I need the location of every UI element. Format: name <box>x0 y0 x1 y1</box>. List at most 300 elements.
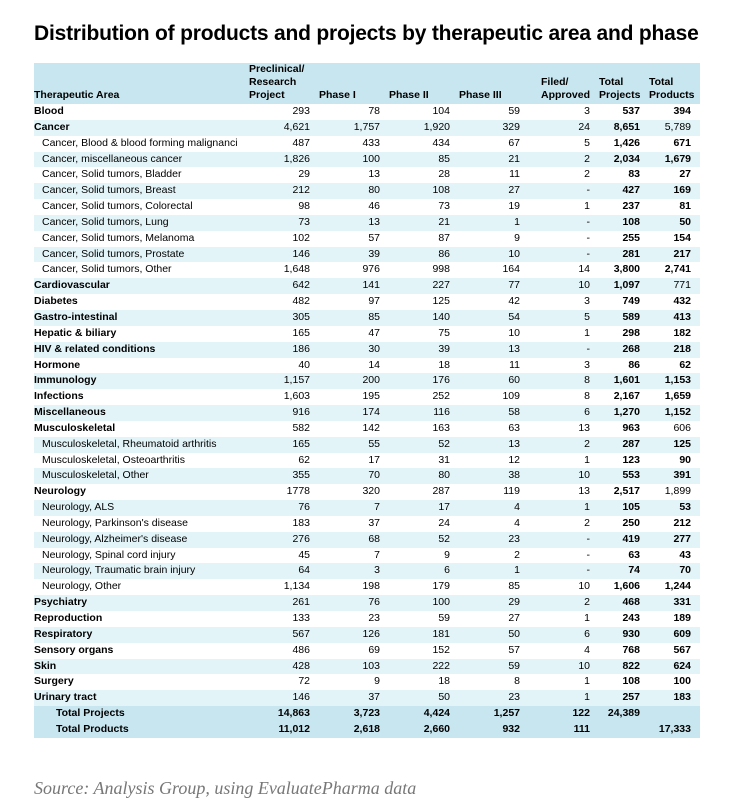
cell-total-products: 189 <box>673 612 691 624</box>
cell-filed: 10 <box>529 659 599 675</box>
cell-phase1: 30 <box>319 342 389 358</box>
cell-total-projects: 468 <box>599 595 649 611</box>
cell-total-projects: 257 <box>599 690 649 706</box>
cell-filed: 5 <box>529 310 599 326</box>
cell-total-products: 212 <box>673 516 691 529</box>
table-row <box>34 532 700 548</box>
cell-preclinical: 165 <box>292 326 310 339</box>
cell-phase1: 97 <box>368 295 380 308</box>
cell-area: Neurology, Spinal cord injury <box>42 548 176 561</box>
cell-phase2: 18 <box>438 358 450 371</box>
cell-total-projects: 822 <box>599 659 649 675</box>
cell-area: Cancer, Solid tumors, Colorectal <box>42 200 193 213</box>
cell-phase3: 13 <box>459 342 529 358</box>
cell-preclinical: 4,621 <box>249 120 319 136</box>
cell-filed: - <box>586 231 590 244</box>
cell-phase3: 42 <box>508 295 520 308</box>
source-note: Source: Analysis Group, using EvaluatePharma data <box>34 778 417 798</box>
cell-total-products: 413 <box>649 310 700 326</box>
cell-total-projects: 3,800 <box>613 263 640 276</box>
cell-preclinical: 486 <box>292 643 310 656</box>
cell-total-projects: 2,517 <box>613 485 640 498</box>
cell-phase1: 57 <box>368 231 380 244</box>
cell-total-products: 1,152 <box>649 405 700 421</box>
cell-filed: 1 <box>529 500 599 516</box>
cell-total-products: 183 <box>649 690 700 706</box>
cell-area: Infections <box>34 390 84 403</box>
cell-total-products: 624 <box>649 659 700 675</box>
cell-phase2: 31 <box>438 453 450 466</box>
total-row <box>34 706 700 722</box>
table-header-row <box>34 63 700 104</box>
cell-phase3: 38 <box>459 468 529 484</box>
cell-filed: 1 <box>529 690 599 706</box>
cell-preclinical: 261 <box>249 595 319 611</box>
cell-area: Musculoskeletal, Other <box>34 468 249 484</box>
cell-preclinical: 102 <box>292 231 310 244</box>
header-total-products <box>649 63 700 104</box>
cell-phase3: 12 <box>508 453 520 466</box>
cell-total-projects: 2,167 <box>613 390 640 403</box>
cell-filed: 2 <box>584 168 590 181</box>
table-row <box>34 199 700 215</box>
cell-total-projects: 281 <box>599 247 649 263</box>
cell-filed: 3 <box>584 295 590 308</box>
total-cell-filed: 111 <box>529 722 599 738</box>
cell-area: Cancer, Solid tumors, Bladder <box>42 168 182 181</box>
table-row <box>34 437 700 453</box>
cell-area: Respiratory <box>34 627 249 643</box>
total-cell-phase2: 4,424 <box>389 706 459 722</box>
header-area: Therapeutic Area <box>34 63 249 104</box>
cell-phase3: 57 <box>508 643 520 656</box>
total-cell-phase2: 2,660 <box>389 722 459 738</box>
cell-phase3: 2 <box>514 548 520 561</box>
cell-phase3: 109 <box>502 390 520 403</box>
cell-phase1: 70 <box>319 468 389 484</box>
cell-phase2: 152 <box>432 643 450 656</box>
total-cell-phase3: 1,257 <box>459 706 529 722</box>
cell-filed: 5 <box>584 136 590 149</box>
cell-preclinical: 305 <box>249 310 319 326</box>
cell-filed: 13 <box>578 485 590 498</box>
cell-phase3: 10 <box>508 326 520 339</box>
table-row <box>34 167 700 183</box>
header-total-projects-line2: Projects <box>599 89 641 101</box>
cell-total-products: 671 <box>673 136 691 149</box>
cell-total-projects: 419 <box>599 532 649 548</box>
cell-total-products: 609 <box>649 627 700 643</box>
cell-phase2: 9 <box>444 548 450 561</box>
cell-phase3: 1 <box>459 563 529 579</box>
cell-total-products: 81 <box>679 200 691 213</box>
cell-area: Musculoskeletal, Osteoarthritis <box>42 453 185 466</box>
cell-filed: 24 <box>529 120 599 136</box>
cell-preclinical: 567 <box>249 627 319 643</box>
cell-preclinical: 1,826 <box>249 152 319 168</box>
cell-area: Cancer, Solid tumors, Other <box>42 263 172 276</box>
cell-phase2: 6 <box>389 563 459 579</box>
cell-phase3: 54 <box>459 310 529 326</box>
cell-total-products: 331 <box>649 595 700 611</box>
cell-area: Neurology, Parkinson's disease <box>42 516 188 529</box>
table-row <box>34 405 700 421</box>
cell-phase2: 24 <box>438 516 450 529</box>
cell-filed: 2 <box>529 152 599 168</box>
cell-area: Cardiovascular <box>34 278 249 294</box>
cell-phase1: 85 <box>319 310 389 326</box>
cell-total-projects: 243 <box>622 612 640 624</box>
header-total-projects <box>599 63 649 104</box>
cell-area: Cancer, Blood & blood forming malignanci <box>42 136 238 149</box>
cell-preclinical: 1,157 <box>249 373 319 389</box>
cell-total-products: 169 <box>649 183 700 199</box>
cell-area: Miscellaneous <box>34 405 249 421</box>
cell-phase1: 78 <box>368 105 380 117</box>
header-total-projects-line1: Total <box>599 76 624 88</box>
cell-total-projects: 930 <box>599 627 649 643</box>
table-row <box>34 262 700 278</box>
cell-area: Cancer, Solid tumors, Melanoma <box>42 231 195 244</box>
cell-phase3: 29 <box>459 595 529 611</box>
total-cell-total-products: 17,333 <box>649 722 700 738</box>
cell-preclinical: 165 <box>249 437 319 453</box>
cell-phase3: 23 <box>459 690 529 706</box>
table-row <box>34 548 700 564</box>
total-cell-phase1: 3,723 <box>319 706 389 722</box>
cell-phase1: 103 <box>319 659 389 675</box>
cell-total-projects: 74 <box>599 563 649 579</box>
cell-phase2: 222 <box>389 659 459 675</box>
cell-total-projects: 105 <box>599 500 649 516</box>
cell-total-products: 432 <box>673 295 691 308</box>
cell-preclinical: 62 <box>298 453 310 466</box>
cell-phase2: 1,920 <box>389 120 459 136</box>
header-preclinical-line1: Preclinical/ <box>249 63 305 75</box>
cell-phase1: 174 <box>319 405 389 421</box>
table-footer <box>34 706 700 738</box>
cell-area: Musculoskeletal <box>34 421 116 434</box>
cell-total-products: 70 <box>649 563 700 579</box>
cell-phase3: 50 <box>459 627 529 643</box>
table-row <box>34 579 700 595</box>
table-row <box>34 326 700 342</box>
cell-phase3: 60 <box>459 373 529 389</box>
cell-phase1: 69 <box>368 643 380 656</box>
cell-preclinical: 428 <box>249 659 319 675</box>
cell-total-products: 182 <box>673 326 691 339</box>
cell-phase3: 8 <box>514 675 520 688</box>
cell-filed: - <box>529 342 599 358</box>
cell-filed: 6 <box>529 405 599 421</box>
cell-area: Immunology <box>34 373 249 389</box>
cell-filed: 14 <box>578 263 590 276</box>
cell-phase1: 46 <box>368 200 380 213</box>
cell-phase3: 27 <box>459 183 529 199</box>
cell-phase3: 4 <box>459 500 529 516</box>
cell-total-projects: 287 <box>599 437 649 453</box>
cell-phase3: 329 <box>459 120 529 136</box>
cell-area: Surgery <box>34 675 74 688</box>
table-row <box>34 152 700 168</box>
cell-phase3: 77 <box>459 278 529 294</box>
cell-phase2: 125 <box>432 295 450 308</box>
cell-total-products: 771 <box>649 278 700 294</box>
cell-preclinical: 276 <box>249 532 319 548</box>
cell-phase2: 21 <box>389 215 459 231</box>
cell-total-projects: 83 <box>628 168 640 181</box>
total-row <box>34 722 700 738</box>
table-row <box>34 468 700 484</box>
cell-phase3: 63 <box>508 421 520 434</box>
total-cell-filed: 122 <box>529 706 599 722</box>
cell-total-projects: 1,270 <box>599 405 649 421</box>
cell-total-products: 217 <box>649 247 700 263</box>
cell-phase1: 37 <box>368 516 380 529</box>
cell-phase3: 59 <box>508 105 520 117</box>
cell-preclinical: 212 <box>249 183 319 199</box>
cell-phase2: 140 <box>389 310 459 326</box>
cell-total-projects: 255 <box>622 231 640 244</box>
table-row <box>34 674 700 690</box>
cell-phase1: 7 <box>319 500 389 516</box>
table-row <box>34 294 700 310</box>
cell-filed: - <box>529 183 599 199</box>
table-row <box>34 627 700 643</box>
cell-phase1: 37 <box>319 690 389 706</box>
cell-preclinical: 355 <box>249 468 319 484</box>
cell-phase2: 100 <box>389 595 459 611</box>
cell-preclinical: 487 <box>292 136 310 149</box>
cell-preclinical: 45 <box>298 548 310 561</box>
cell-phase2: 52 <box>389 532 459 548</box>
cell-phase1: 195 <box>362 390 380 403</box>
cell-preclinical: 98 <box>298 200 310 213</box>
table-row <box>34 278 700 294</box>
cell-phase3: 164 <box>502 263 520 276</box>
cell-preclinical: 482 <box>292 295 310 308</box>
cell-phase1: 76 <box>319 595 389 611</box>
cell-total-projects: 237 <box>622 200 640 213</box>
cell-phase3: 19 <box>508 200 520 213</box>
cell-phase2: 18 <box>438 675 450 688</box>
cell-phase1: 1,757 <box>319 120 389 136</box>
cell-filed: 1 <box>584 675 590 688</box>
cell-phase2: 108 <box>389 183 459 199</box>
cell-phase1: 55 <box>319 437 389 453</box>
cell-phase2: 998 <box>432 263 450 276</box>
cell-phase3: 11 <box>509 358 520 371</box>
cell-total-projects: 1,097 <box>599 278 649 294</box>
table-row <box>34 484 700 500</box>
cell-phase3: 59 <box>459 659 529 675</box>
cell-total-products: 154 <box>673 231 691 244</box>
cell-filed: - <box>529 563 599 579</box>
header-preclinical <box>249 63 319 104</box>
cell-preclinical: 133 <box>292 612 310 624</box>
cell-phase2: 52 <box>389 437 459 453</box>
cell-preclinical: 146 <box>249 690 319 706</box>
cell-total-projects: 298 <box>622 326 640 339</box>
cell-preclinical: 40 <box>298 358 310 371</box>
cell-phase3: 1 <box>459 215 529 231</box>
cell-area: Hormone <box>34 358 81 371</box>
cell-area: HIV & related conditions <box>34 342 249 358</box>
cell-phase1: 141 <box>319 278 389 294</box>
cell-filed: 13 <box>578 421 590 434</box>
cell-total-projects: 537 <box>622 105 640 117</box>
cell-preclinical: 64 <box>249 563 319 579</box>
cell-total-projects: 123 <box>622 453 640 466</box>
cell-total-projects: 963 <box>622 421 640 434</box>
cell-filed: 8 <box>584 390 590 403</box>
cell-phase3: 27 <box>508 612 520 624</box>
cell-phase2: 227 <box>389 278 459 294</box>
table-row <box>34 611 700 627</box>
cell-phase1: 80 <box>319 183 389 199</box>
cell-total-products: 125 <box>649 437 700 453</box>
cell-total-products: 50 <box>649 215 700 231</box>
cell-area: Cancer, miscellaneous cancer <box>34 152 249 168</box>
table-row <box>34 690 700 706</box>
total-cell-phase3: 932 <box>459 722 529 738</box>
total-label: Total Projects <box>34 706 249 722</box>
cell-area: Cancer, Solid tumors, Lung <box>34 215 249 231</box>
cell-area: Neurology, Other <box>42 580 122 593</box>
table-row <box>34 500 700 516</box>
cell-area: Urinary tract <box>34 690 249 706</box>
cell-total-products: 394 <box>673 105 691 117</box>
cell-area: Hepatic & biliary <box>34 326 117 339</box>
cell-total-projects: 86 <box>628 358 640 371</box>
cell-phase2: 59 <box>438 612 450 624</box>
cell-phase1: 39 <box>319 247 389 263</box>
cell-total-products: 1,659 <box>664 390 691 403</box>
table-row <box>34 183 700 199</box>
cell-filed: 1 <box>584 326 590 339</box>
cell-filed: 1 <box>584 453 590 466</box>
total-cell-total-projects: 24,389 <box>599 706 649 722</box>
cell-phase3: 11 <box>509 168 520 181</box>
cell-preclinical: 72 <box>298 675 310 688</box>
total-cell-phase1: 2,618 <box>319 722 389 738</box>
cell-filed: 2 <box>584 516 590 529</box>
cell-total-projects: 1,426 <box>613 136 640 149</box>
cell-phase1: 14 <box>368 358 380 371</box>
header-filed-line1: Filed/ <box>541 76 569 88</box>
cell-total-projects: 8,651 <box>599 120 649 136</box>
cell-filed: 8 <box>529 373 599 389</box>
cell-filed: 4 <box>584 643 590 656</box>
cell-phase2: 75 <box>438 326 450 339</box>
table-row <box>34 659 700 675</box>
cell-total-projects: 268 <box>599 342 649 358</box>
cell-preclinical: 1778 <box>286 485 310 498</box>
cell-preclinical: 73 <box>249 215 319 231</box>
cell-phase3: 119 <box>503 485 520 498</box>
cell-total-projects: 589 <box>599 310 649 326</box>
cell-total-projects: 250 <box>622 516 640 529</box>
cell-phase3: 21 <box>459 152 529 168</box>
cell-filed: 3 <box>584 105 590 117</box>
cell-filed: - <box>529 247 599 263</box>
cell-total-products: 218 <box>649 342 700 358</box>
cell-filed: - <box>529 532 599 548</box>
cell-preclinical: 29 <box>298 168 310 181</box>
table-row <box>34 595 700 611</box>
cell-preclinical: 1,603 <box>283 390 310 403</box>
table-row <box>34 643 700 659</box>
cell-filed: 10 <box>529 468 599 484</box>
cell-phase1: 68 <box>319 532 389 548</box>
cell-phase2: 73 <box>438 200 450 213</box>
cell-phase1: 7 <box>374 548 380 561</box>
cell-phase1: 320 <box>362 485 380 498</box>
table-row <box>34 563 700 579</box>
cell-phase2: 116 <box>389 405 459 421</box>
header-phase2: Phase II <box>389 63 459 104</box>
cell-phase3: 85 <box>508 580 520 593</box>
cell-total-products: 100 <box>673 675 691 688</box>
total-cell-preclinical: 14,863 <box>249 706 319 722</box>
cell-preclinical: 916 <box>249 405 319 421</box>
cell-phase2: 176 <box>389 373 459 389</box>
cell-filed: 2 <box>529 437 599 453</box>
cell-phase3: 9 <box>514 231 520 244</box>
cell-area: Diabetes <box>34 295 78 308</box>
cell-phase1: 198 <box>362 580 380 593</box>
table-row <box>34 231 700 247</box>
cell-area: Reproduction <box>34 612 103 624</box>
cell-total-projects: 749 <box>622 295 640 308</box>
cell-total-products: 62 <box>679 358 691 371</box>
cell-phase1: 9 <box>374 675 380 688</box>
cell-phase1: 433 <box>362 136 380 149</box>
table-row <box>34 453 700 469</box>
cell-phase2: 104 <box>432 105 450 117</box>
cell-phase1: 142 <box>362 421 380 434</box>
cell-total-products: 5,789 <box>649 120 700 136</box>
table-row <box>34 358 700 374</box>
cell-preclinical: 183 <box>292 516 310 529</box>
total-cell-total-projects <box>599 722 649 738</box>
cell-phase2: 50 <box>389 690 459 706</box>
cell-filed: 1 <box>584 200 590 213</box>
cell-area: Neurology, Alzheimer's disease <box>34 532 249 548</box>
cell-phase1: 3 <box>319 563 389 579</box>
cell-area: Psychiatry <box>34 595 249 611</box>
cell-total-products: 277 <box>649 532 700 548</box>
cell-phase2: 86 <box>389 247 459 263</box>
cell-filed: - <box>586 548 590 561</box>
cell-phase1: 47 <box>368 326 380 339</box>
cell-phase2: 252 <box>432 390 450 403</box>
cell-phase2: 179 <box>432 580 450 593</box>
cell-total-products: 391 <box>649 468 700 484</box>
cell-filed: 3 <box>584 358 590 371</box>
table-row <box>34 215 700 231</box>
cell-phase2: 28 <box>438 168 450 181</box>
cell-total-projects: 2,034 <box>599 152 649 168</box>
cell-preclinical: 76 <box>249 500 319 516</box>
cell-area: Sensory organs <box>34 643 114 656</box>
cell-total-projects: 427 <box>599 183 649 199</box>
cell-phase1: 13 <box>319 215 389 231</box>
cell-total-products: 567 <box>673 643 691 656</box>
cell-phase3: 67 <box>508 136 520 149</box>
page-title: Distribution of products and projects by therapeutic area and phase <box>34 22 699 45</box>
cell-total-projects: 1,601 <box>599 373 649 389</box>
